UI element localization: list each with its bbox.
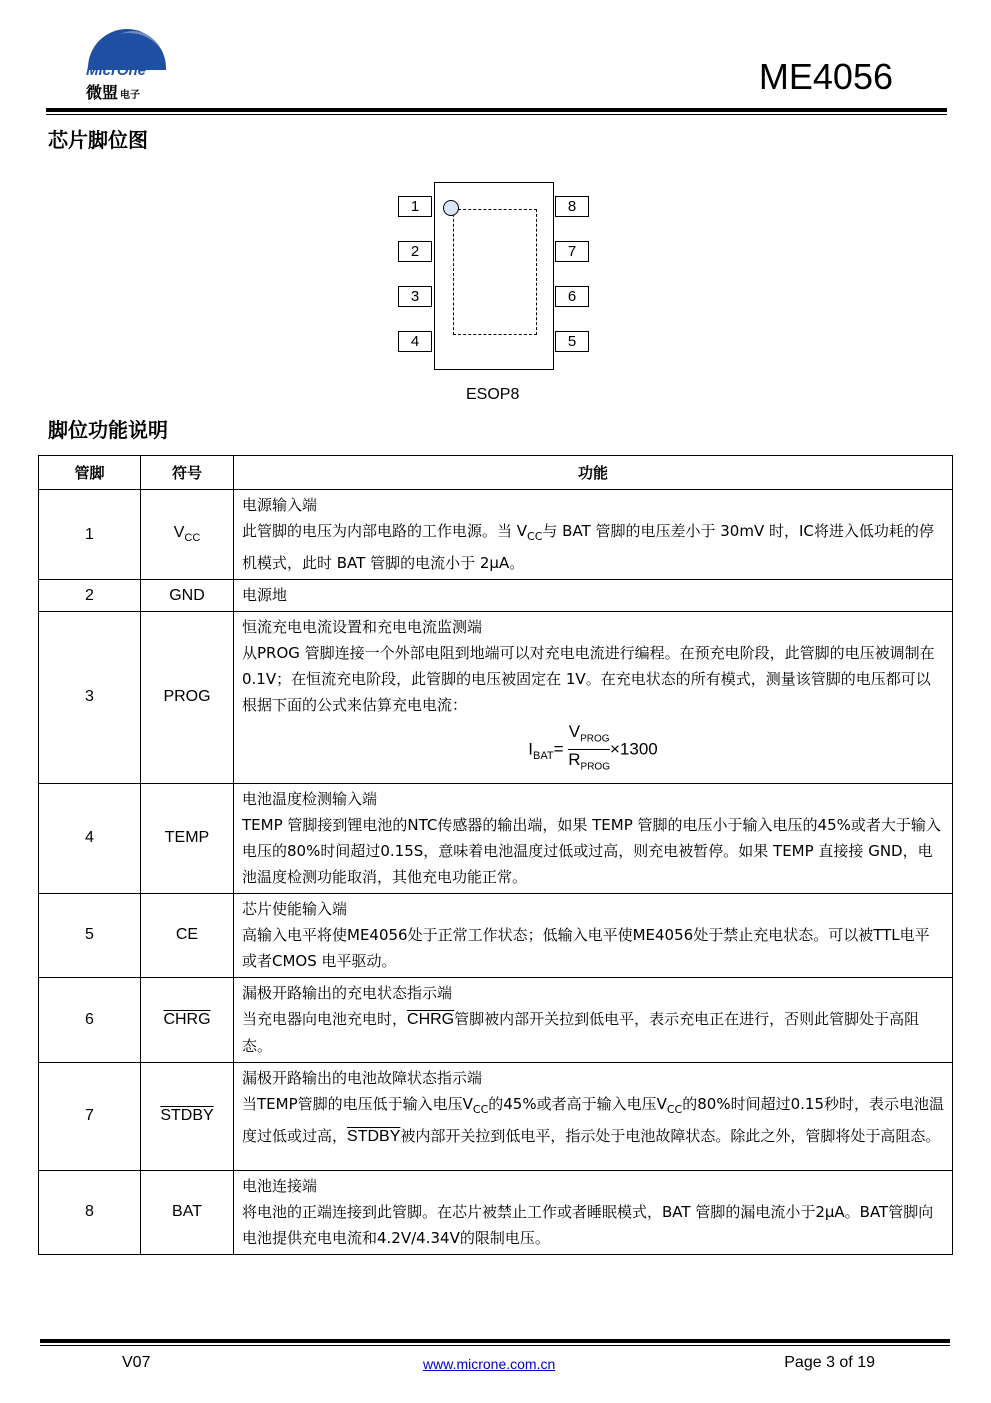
table-row [39,490,953,580]
pin-label-left: 4 [398,331,432,352]
table-row [39,580,953,612]
package-name: ESOP8 [466,386,520,403]
desc-part: 的80%时间超过0.15秒时，表示电池温度过低或过高， [242,1094,944,1145]
table-row [39,1170,953,1254]
pin-label-left: 3 [398,286,432,307]
pin-number: 5 [39,893,141,977]
pin-function [234,783,953,893]
table-row [39,977,953,1062]
charge-current-formula [242,722,944,778]
table-row [39,1062,953,1170]
pin-description-table [38,455,953,1255]
pin-symbol: GND [141,580,234,612]
formula-equals: = [553,739,564,759]
pin-function [234,580,953,612]
function-desc [242,1006,944,1059]
desc-part: 与 BAT 管脚的电压差小于 30mV 时，IC将进入低功耗的停机模式，此时 BAT 管脚的电流小于 2μA。 [242,522,934,572]
package-diagram [398,182,594,372]
numerator-sub: PROG [580,733,610,745]
pin-symbol: CE [141,893,234,977]
footer-website-link[interactable]: www.microne.com.cn [423,1356,556,1372]
pin-function [234,612,953,784]
desc-part: 此管脚的电压为内部电路的工作电源。当 V [242,522,528,540]
logo-cn-small: 电子 [120,90,141,101]
logo-latin: MicrOne [86,62,147,79]
logo-cn [86,80,140,103]
function-title: 漏极开路输出的电池故障状态指示端 [242,1068,483,1087]
pin-label-right: 8 [555,196,589,217]
footer-rule-thick [40,1339,950,1343]
pin-number: 8 [39,1170,141,1254]
function-title: 芯片使能输入端 [242,899,348,918]
pin-symbol: BAT [141,1170,234,1254]
desc-part: 当充电器向电池充电时， [242,1009,408,1028]
function-desc: 从PROG 管脚连接一个外部电阻到地端可以对充电电流进行编程。在预充电阶段，此管脚的电压被调制在 0.1V；在恒流充电阶段，此管脚的电压被固定在 1V。在充电状态的所有模式，测量该管脚的电压都可以根据下面的公式来估算充电电流： [242,644,935,714]
pin-symbol: TEMP [141,783,234,893]
section-title-pin-description: 脚位功能说明 [48,418,168,442]
pin-label-right: 7 [555,241,589,262]
pin-function [234,977,953,1062]
desc-part: 的45%或者高于输入电压V [488,1094,667,1113]
pin-number: 7 [39,1062,141,1170]
function-title: 恒流充电电流设置和充电电流监测端 [242,618,483,636]
header-function: 功能 [234,456,953,490]
section-title-pinout: 芯片脚位图 [48,128,148,152]
footer-rule-thin [40,1345,950,1346]
package-exposed-pad [453,209,537,335]
desc-part: 管脚被内部开关拉到低电平，表示充电正在进行，否则此管脚处于高阻态。 [242,1009,920,1055]
formula-lhs-sub: BAT [533,749,554,762]
desc-overlined: STDBY [347,1127,401,1145]
pin-symbol [141,490,234,580]
function-desc: 高输入电平将使ME4056处于正常工作状态；低输入电平使ME4056处于禁止充电状态。可以被TTL电平或者CMOS 电平驱动。 [242,925,930,970]
table-header-row [39,456,953,490]
function-title: 电池温度检测输入端 [242,789,378,808]
pin-number: 2 [39,580,141,612]
pin-symbol-overlined: STDBY [160,1107,214,1125]
pin-symbol [141,1062,234,1170]
header-rule-thick [46,108,947,112]
pin-symbol-main: V [173,524,185,542]
formula-numerator [568,722,610,750]
part-number: ME4056 [758,56,893,97]
pin-label-left: 2 [398,241,432,262]
formula-lhs: I [528,739,533,759]
desc-sub: CC [666,1102,683,1116]
pin-symbol-sub: CC [184,532,201,545]
desc-part: 当TEMP管脚的电压低于输入电压V [242,1094,473,1113]
header-symbol: 符号 [141,456,234,490]
formula-fraction [568,722,610,778]
pin-number: 3 [39,612,141,784]
desc-sub: CC [472,1102,489,1116]
pin-function [234,1170,953,1254]
footer-version: V07 [122,1354,151,1371]
header-pin: 管脚 [39,456,141,490]
pin-label-right: 6 [555,286,589,307]
desc-part: 被内部开关拉到低电平，指示处于电池故障状态。除此之外，管脚将处于高阻态。 [400,1126,941,1145]
logo-cn-main: 微盟 [86,83,119,102]
table-row [39,612,953,784]
function-title: 电源地 [242,586,288,604]
desc-sub: CC [527,530,543,543]
pin-number: 6 [39,977,141,1062]
denominator-main: R [568,750,581,770]
pin-number: 1 [39,490,141,580]
pin-symbol-overlined: CHRG [163,1010,211,1028]
pin1-indicator [443,200,459,216]
pin-symbol: PROG [141,612,234,784]
company-logo [80,24,172,102]
pin-label-left: 1 [398,196,432,217]
table-row [39,893,953,977]
function-desc [242,1091,944,1150]
formula-denominator [568,750,610,777]
formula-multiplier: ×1300 [609,739,658,759]
desc-overlined: CHRG [407,1010,455,1028]
denominator-sub: PROG [580,761,610,773]
function-desc: TEMP 管脚接到锂电池的NTC传感器的输出端，如果 TEMP 管脚的电压小于输入电压的45%或者大于输入电压的80%时间超过0.15S，意味着电池温度过低或过高，则充电被暂停。如果 TEMP 直接接 GND，电池温度检测功能取消，其他充电功能正常。 [242,815,941,886]
function-title: 电源输入端 [242,496,318,514]
pin-function [234,490,953,580]
function-desc [242,518,944,576]
numerator-main: V [568,722,581,741]
function-title: 漏极开路输出的充电状态指示端 [242,983,453,1002]
pin-function [234,1062,953,1170]
header-rule-thin [46,114,947,115]
function-title: 电池连接端 [242,1176,318,1195]
footer-page-number: Page 3 of 19 [784,1354,875,1371]
table-row [39,783,953,893]
pin-function [234,893,953,977]
function-desc: 将电池的正端连接到此管脚。在芯片被禁止工作或者睡眠模式，BAT 管脚的漏电流小于2μA。BAT管脚向电池提供充电电流和4.2V/4.34V的限制电压。 [242,1202,934,1247]
pin-symbol [141,977,234,1062]
pin-number: 4 [39,783,141,893]
pin-label-right: 5 [555,331,589,352]
